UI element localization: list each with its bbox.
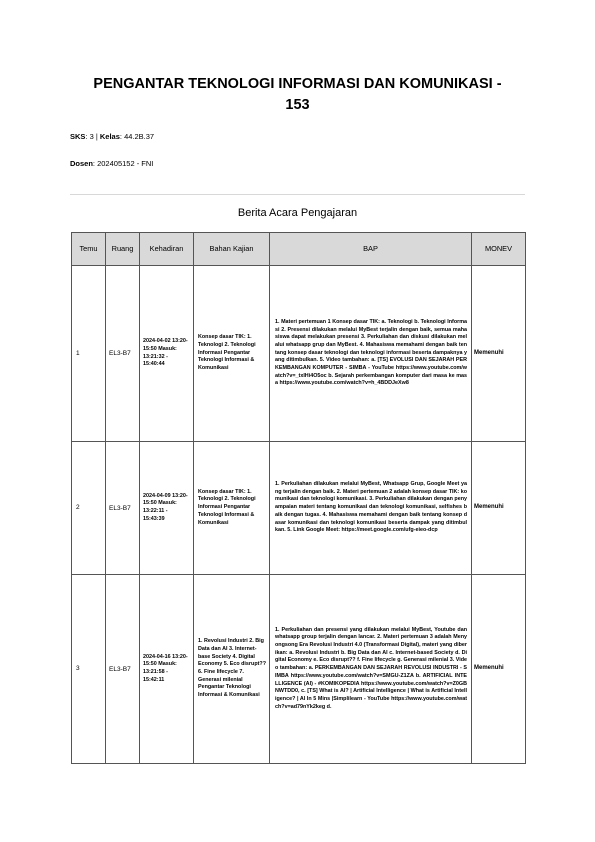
- section-title: Berita Acara Pengajaran: [237, 207, 358, 219]
- cell-bap: [270, 575, 472, 764]
- cell-temu: 2: [72, 442, 106, 575]
- bap-text: 1. Materi pertemuan 1 Konsep dasar TIK: a. Teknologi b. Teknologi Informasi 2. Presensi dilakukan melalui MyBest terjalin dengan baik, semua mahasiswa dapat melakukan presensi 3. Perkuliahan dan diskusi dilakukan melalui whatsapp grup dan MyBest. 4. Mahasiswa memahami dengan baik tentang konsep dasar teknologi dan teknologi informasi beserta dampaknya yang ditimbulkan. 5. Video tambahan: a. [TS] EVOLUSI DAN SEJARAH PERKEMBANGAN KOMPUTER - SIMBA - YouTube https://www.youtube.com/watch?v=_txIHi4O5oc b. Sejarah perkembangan komputer dari masa ke masa https://www.youtube.com/watch?v=h_4BDDJeXw8: [275, 318, 467, 387]
- cell-bap: [270, 266, 472, 442]
- cell-monev: Memenuhi: [472, 575, 526, 764]
- divider: [70, 194, 525, 195]
- course-meta-sks-kelas: [70, 132, 154, 141]
- cell-bahan-kajian: Konsep dasar TIK: 1. Teknologi 2. Teknologi Informasi Pengantar Teknologi Informasi & Komunikasi: [194, 266, 270, 442]
- table-row: [72, 442, 526, 575]
- cell-bahan-kajian: 1. Revolusi Industri 2. Big Data dan AI 3. Internet-base Society 4. Digital Economy 5. Eco disrupt?? 6. Fine lifecycle 7. Generasi milenial Pengantar Teknologi Informasi & Komunikasi: [194, 575, 270, 764]
- course-meta-dosen: [70, 159, 153, 168]
- cell-monev: Memenuhi: [472, 266, 526, 442]
- column-header-kehadiran: Kehadiran: [140, 233, 194, 266]
- bap-text: 1. Perkuliahan dilakukan melalui MyBest, Whatsapp Grup, Google Meet yang terjalin dengan baik. 2. Materi pertemuan 2 adalah konsep dasar TIK: komunikasi dan teknologi komunikasi. 3. Perkuliahan dilakukan dengan penyampaian materi tentang komunikasi dan teknologi komunikasi, selfishes baik dengan tugas. 4. Mahasiswa memahami dengan baik tentang konsep dasar komunikasi dan teknologi komunikasi beserta dampak yang ditimbulkan. 5. Link Google Meet: https://meet.google.com/ufg-eieo-dcp: [275, 481, 467, 534]
- table-row: [72, 575, 526, 764]
- sks-value: : 3 |: [85, 132, 100, 141]
- cell-bap: [270, 442, 472, 575]
- cell-temu: 1: [72, 266, 106, 442]
- course-title-line-1: PENGANTAR TEKNOLOGI INFORMASI DAN KOMUNIKASI -: [93, 76, 502, 92]
- dosen-value: : 202405152 - FNI: [92, 159, 154, 168]
- cell-ruang: EL3-B7: [106, 575, 140, 764]
- cell-kehadiran: 2024-04-09 13:20-15:50 Masuk: 13:22:11 - 15:43:39: [140, 442, 194, 575]
- column-header-monev: MONEV: [472, 233, 526, 266]
- dosen-label: Dosen: [70, 159, 93, 168]
- column-header-temu: Temu: [72, 233, 106, 266]
- course-title: [70, 74, 525, 116]
- bap-text: 1. Perkuliahan dan presensi yang dilakukan melalui MyBest, Youtube dan whatsapp group terjalin dengan lancar. 2. Materi pertemuan 3 adalah Menyongsong Era Revolusi Industri 4.0 (Transformasi Digital), materi yang diberikan: a. Revolusi Industri b. Big Data dan AI c. Internet-based Society d. Digital Economy e. Eco disrupt?? f. Fine lifecycle g. Generasi milenial 3. Video tambahan: a. PERKEMBANGAN DAN SEJARAH REVOLUSI INDUSTRI - SIMBA https://www.youtube.com/watch?v=SMGU-Z1ZA b. ARTIFICIAL INTELLIGENCE (AI) - #KOMIKOPEDIA https://www.youtube.com/watch?v=Z0GBNWTDD0, c. [TS] What is AI? | Artificial Intelligence | What is Artificial Intelligence? | AI In 5 Mins |Simplilearn - YouTube https://www.youtube.com/watch?v=ad79nYk2keg d.: [275, 626, 468, 710]
- berita-acara-table: [71, 232, 526, 764]
- cell-kehadiran: 2024-04-02 13:20-15:50 Masuk: 13:21:32 - 15:40:44: [140, 266, 194, 442]
- cell-ruang: EL3-B7: [106, 266, 140, 442]
- cell-monev: Memenuhi: [472, 442, 526, 575]
- table-header-row: [72, 233, 526, 266]
- column-header-ruang: Ruang: [106, 233, 140, 266]
- cell-temu: 3: [72, 575, 106, 764]
- course-title-line-2: 153: [285, 97, 310, 113]
- cell-kehadiran: 2024-04-16 13:20-15:50 Masuk: 13:21:58 - 15:42:11: [140, 575, 194, 764]
- cell-bahan-kajian: Konsep dasar TIK: 1. Teknologi 2. Teknologi Informasi Pengantar Teknologi Informasi & Komunikasi: [194, 442, 270, 575]
- cell-ruang: EL3-B7: [106, 442, 140, 575]
- table-row: [72, 266, 526, 442]
- column-header-bap: BAP: [270, 233, 472, 266]
- sks-label: SKS: [70, 132, 86, 141]
- kelas-label: Kelas: [99, 132, 120, 141]
- kelas-value: : 44.2B.37: [119, 132, 155, 141]
- column-header-bahan-kajian: Bahan Kajian: [194, 233, 270, 266]
